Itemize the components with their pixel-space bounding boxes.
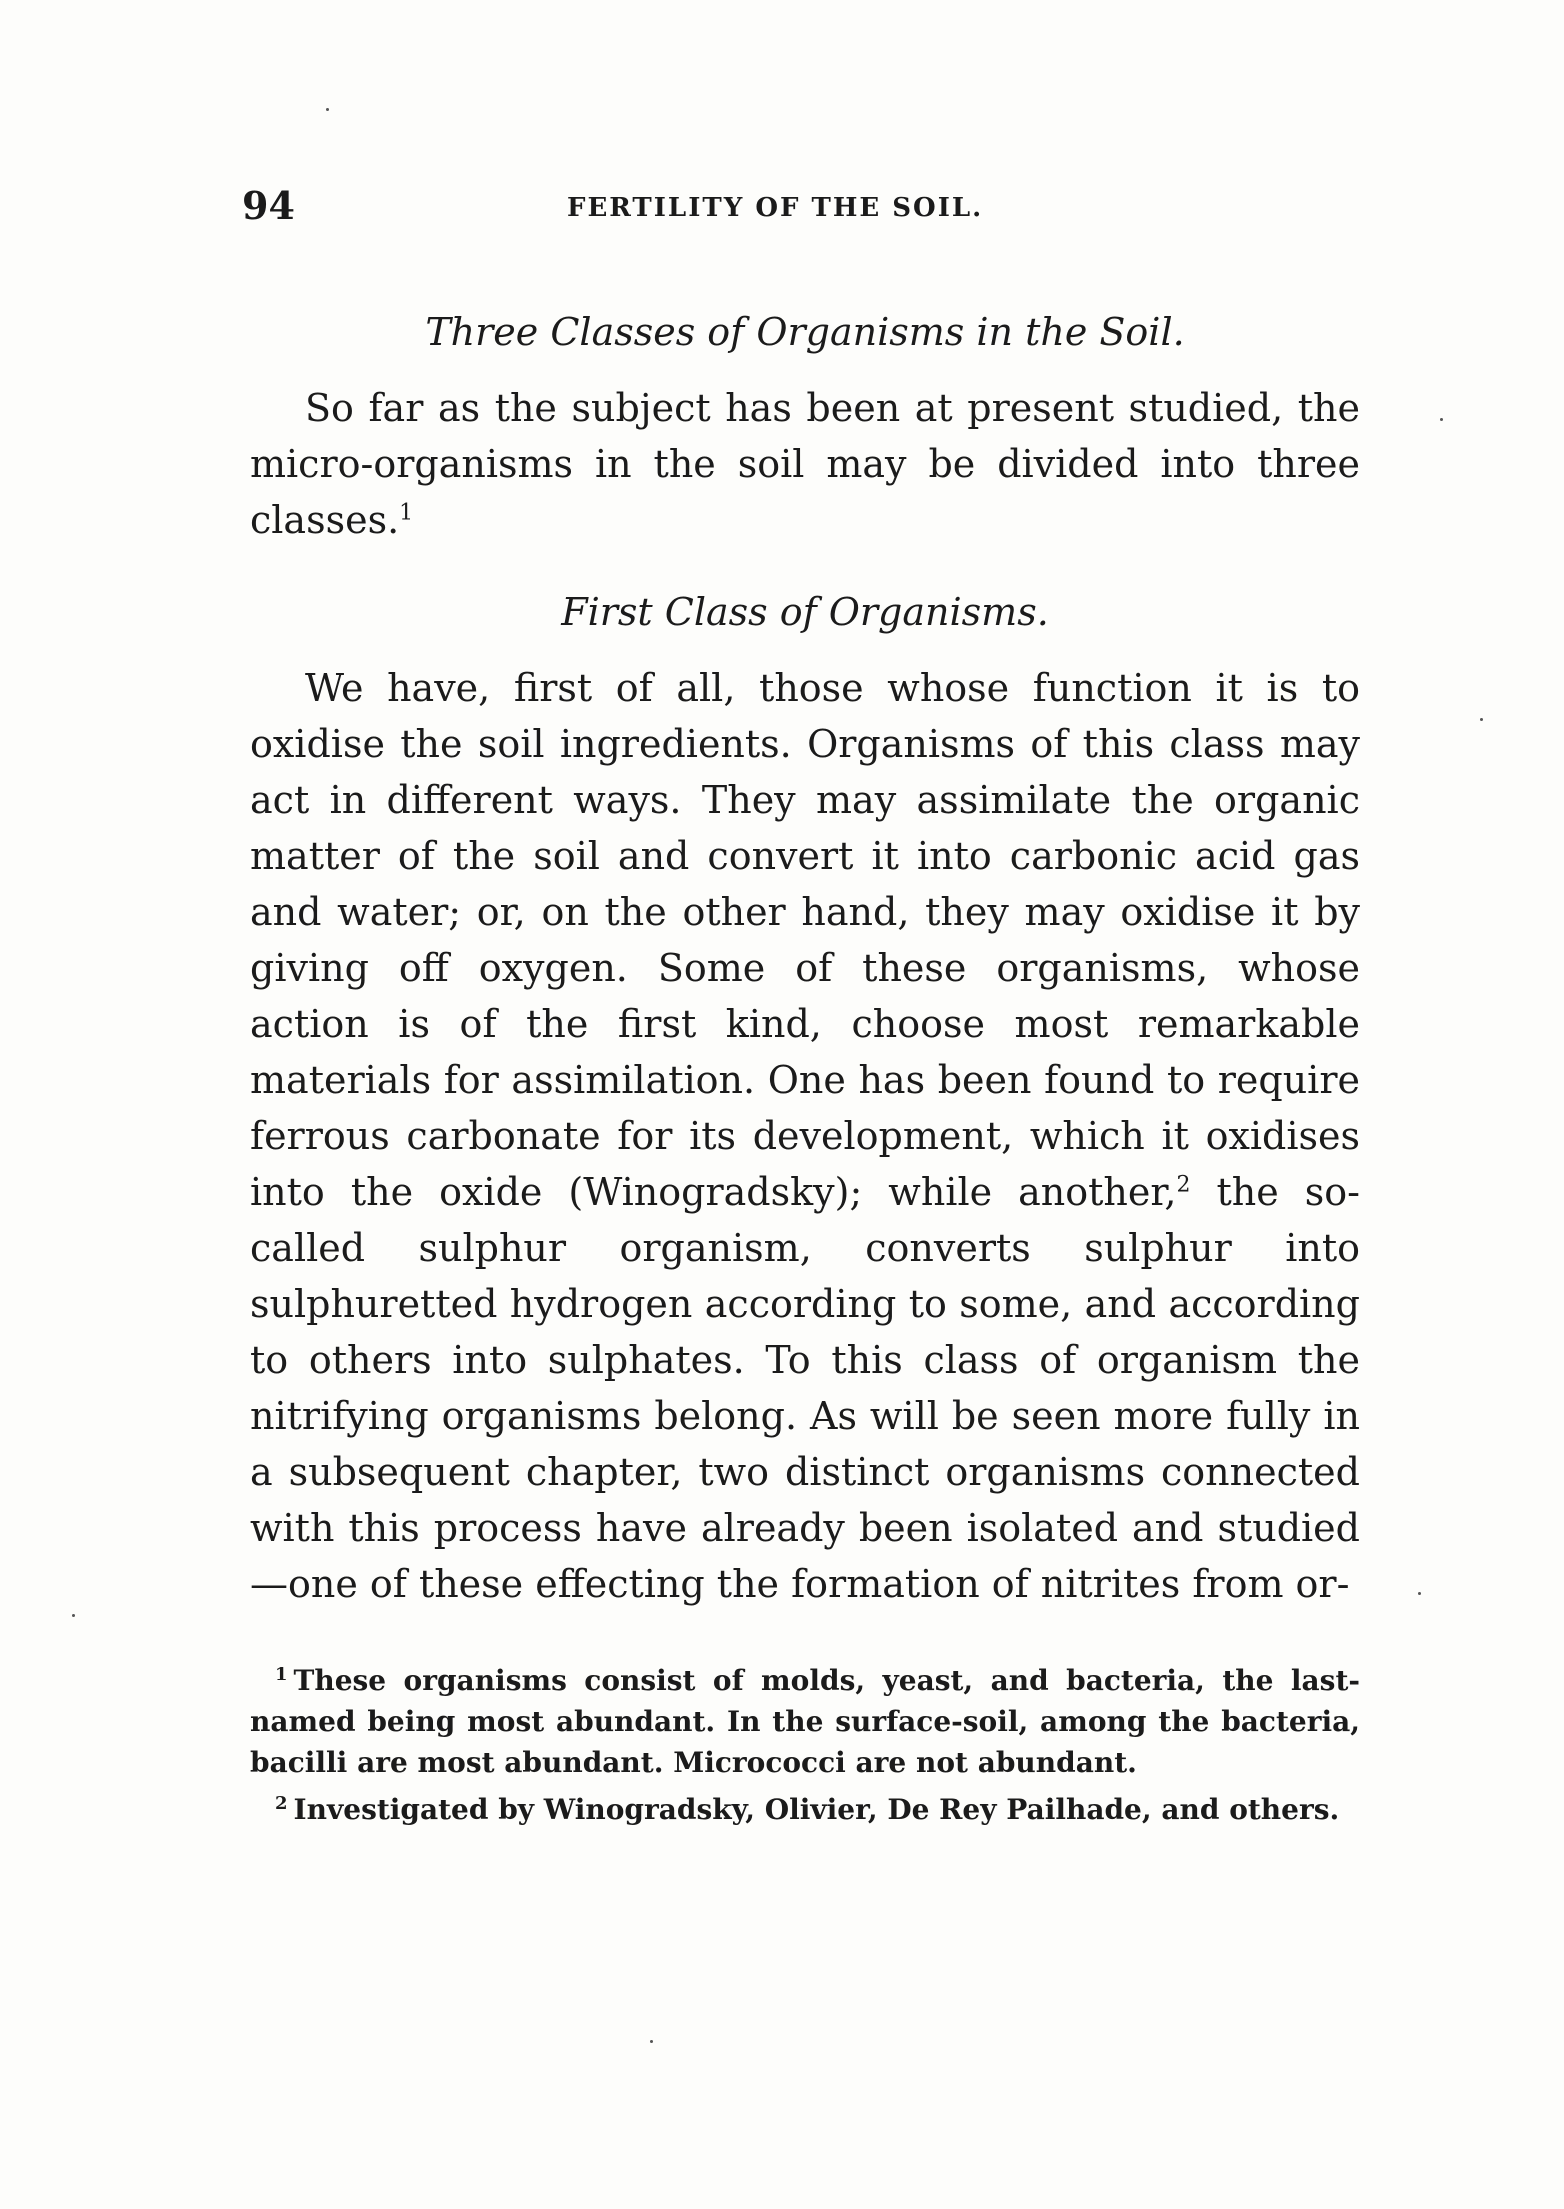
footnote-1 [250, 1660, 1360, 1783]
footnote-ref-2: 2 [1176, 1172, 1191, 1198]
section-heading-first-class: First Class of Organisms. [561, 590, 1049, 634]
footnote-marker: 2 [275, 1792, 288, 1814]
running-title: FERTILITY OF THE SOIL. [567, 193, 984, 223]
footnotes [250, 1660, 1360, 1836]
footnote-ref-1: 1 [399, 500, 414, 526]
print-speck [326, 108, 329, 111]
print-speck [1440, 418, 1443, 421]
page-number: 94 [242, 183, 295, 228]
footnote-2 [250, 1789, 1360, 1830]
print-speck [1418, 1592, 1421, 1595]
footnote-marker: 1 [275, 1663, 288, 1685]
paragraph-three-classes [250, 380, 1360, 548]
paragraph-text: So far as the subject has been at present studied, the micro-organisms in the soil may be divided into three classes. [250, 386, 1360, 542]
section-heading-three-classes: Three Classes of Organisms in the Soil. [425, 310, 1185, 354]
footnote-text: Investigated by Winogradsky, Olivier, De Rey Pailhade, and others. [293, 1793, 1340, 1826]
print-speck [1480, 718, 1483, 721]
paragraph-text-part2: the so-called sulphur organism, converts sulphur into sulphuretted hydrogen according to some, and according to others into sulphates. To this class of organism the nitrifying organisms belong. As will be seen more fully in a subsequent chapter, two distinct organisms connected with this process have already been isolated and studied—one of these effecting the formation of nitrites from or- [250, 1170, 1360, 1606]
running-head [242, 183, 1362, 243]
print-speck [72, 1614, 75, 1617]
footnote-text: These organisms consist of molds, yeast, and bacteria, the last-named being most abundant. In the surface-soil, among the bacteria, bacilli are most abundant. Micrococci are not abundant. [250, 1664, 1360, 1779]
print-speck [650, 2040, 653, 2043]
paragraph-first-class [250, 660, 1360, 1612]
paragraph-text-part1: We have, first of all, those whose function it is to oxidise the soil ingredients. Organisms of this class may act in different ways. They may assimilate the organic matter of the soil and convert it into carbonic acid gas and water; or, on the other hand, they may oxidise it by giving off oxygen. Some of these organisms, whose action is of the first kind, choose most remarkable materials for assimilation. One has been found to require ferrous carbonate for its development, which it oxidises into the oxide (Winogradsky); while another, [250, 666, 1360, 1214]
